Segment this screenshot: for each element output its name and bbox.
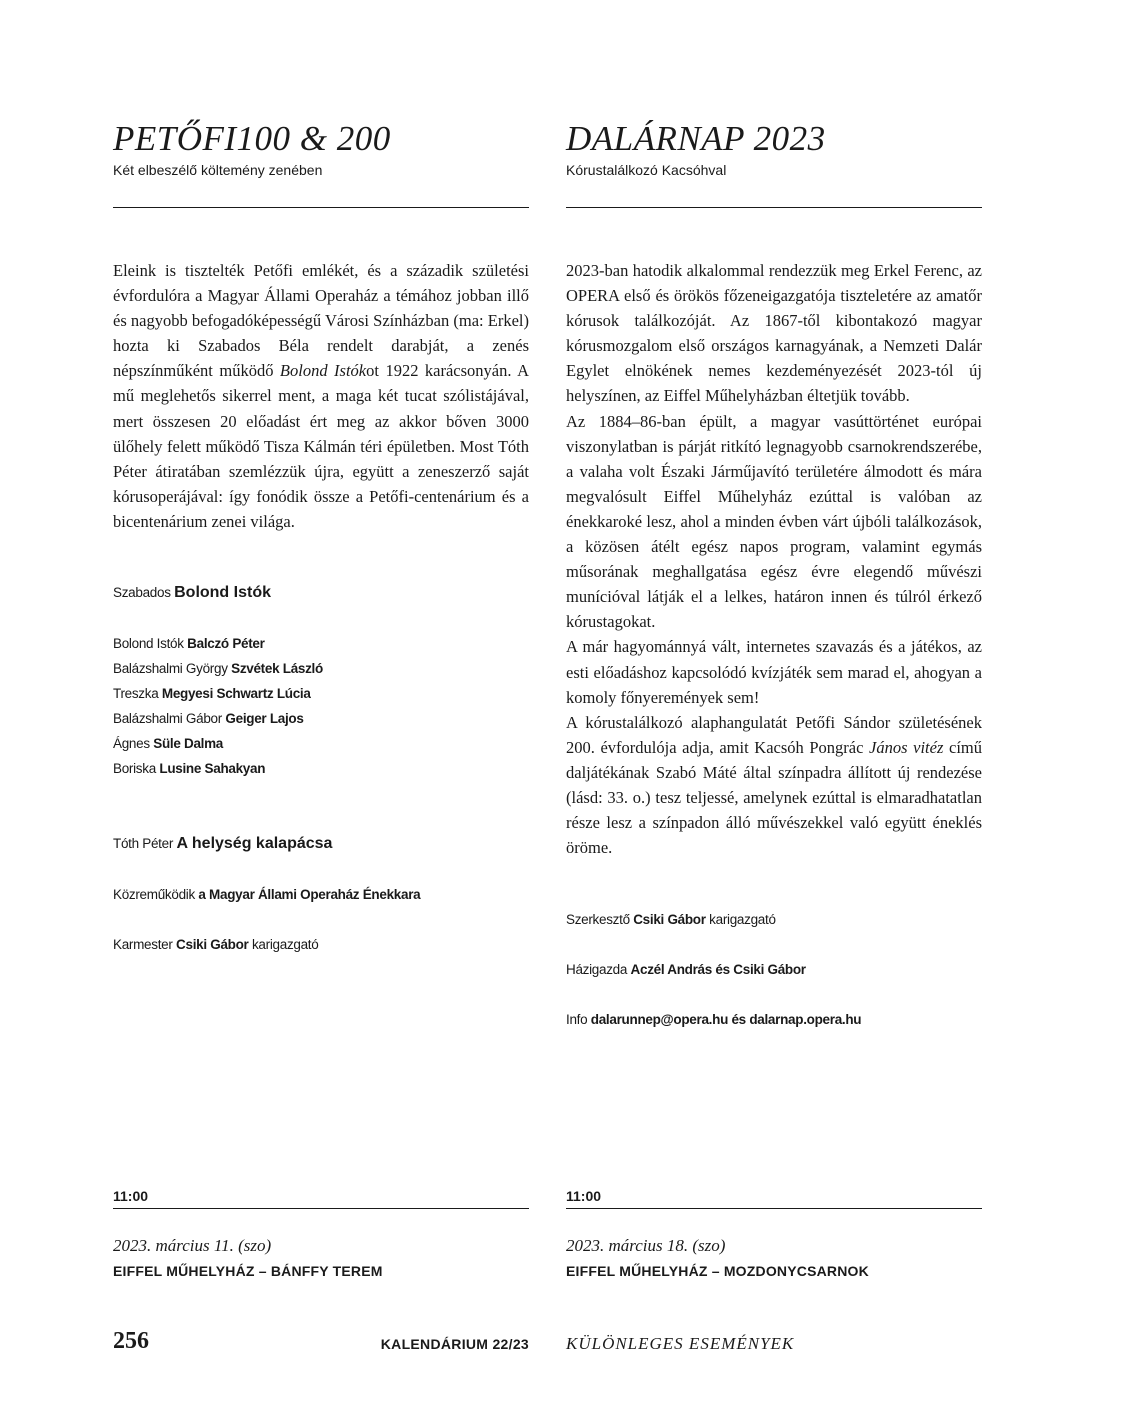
credit-suffix: karigazgató <box>251 937 319 952</box>
cast-name: Lusine Sahakyan <box>159 761 266 776</box>
conductor-credit <box>113 935 318 955</box>
cast-role: Bolond Istók <box>113 636 184 651</box>
right-event-date: 2023. március 18. (szo) <box>566 1236 726 1255</box>
credit-name: Csiki Gábor <box>633 912 706 927</box>
credit-role: Karmester <box>113 937 173 952</box>
right-top-divider <box>566 207 982 208</box>
work-credit-2 <box>113 834 332 854</box>
left-event-venue: EIFFEL MŰHELYHÁZ – BÁNFFY TEREM <box>113 1263 383 1279</box>
right-body-paragraph-2: Az 1884–86-ban épült, a magyar vasúttörténet európai viszonylatban is párját ritkító legnagyobb csarnokrendszerébe, a valaha volt Északi Járműjavító területére álmodott és mára megvalósult Eiffel Műhelyház ezúttal is valóban az énekkaroké lesz, ahol a minden évben várt újbóli találkozások, a közösen átélt egész napos program, valamint egymás műsorának meghallgatása egész évre elegendő művészi munícióval látják el a lelkes, határon innen és túlról érkező kórustagokat. <box>566 411 982 632</box>
left-event-date: 2023. március 11. (szo) <box>113 1236 272 1255</box>
left-body-text <box>113 258 529 534</box>
right-body-paragraph-3: A már hagyománnyá vált, internetes szavazás és a játékos, az esti előadáshoz kapcsolódó kvízjáték sem marad el, ahogyan a komoly főnyeremények sem! <box>566 637 982 707</box>
left-body-part2: ot 1922 karácsonyán. A mű meglehetős sikerrel ment, a maga két tucat szólistájával, mert összesen 20 előadást ért meg az akkor bőven 3000 ülőhely felett működő Tisza Kálmán téri épületben. Most Tóth Péter átiratában szemlézzük újra, együtt a zeneszerző saját kórusoperájával: így fonódik össze a Petőfi-centenárium és a bicentenárium zenei világa. <box>113 361 529 531</box>
cast-role: Balázshalmi Gábor <box>113 711 222 726</box>
cast-item <box>113 659 323 679</box>
cast-item <box>113 734 223 754</box>
cast-item <box>113 634 265 654</box>
credit-role: Házigazda <box>566 962 628 977</box>
credit-name: Bolond Istók <box>174 584 271 601</box>
right-body-paragraph-4 <box>566 710 982 861</box>
right-body-text <box>566 258 982 860</box>
right-body-part: című daljátékának Szabó Máté által színpadra állított új rendezése (lásd: 33. o.) tesz teljessé, amelynek ezúttal is elmaradhatatlan része lesz a színpadon álló művészekkel való együtt éneklés öröme. <box>566 737 982 858</box>
cast-role: Balázshalmi György <box>113 661 228 676</box>
left-event-time: 11:00 <box>113 1188 149 1204</box>
credit-role: Szabados <box>113 585 171 600</box>
cast-role: Boriska <box>113 761 156 776</box>
cast-name: Megyesi Schwartz Lúcia <box>161 686 311 701</box>
credit-role: Tóth Péter <box>113 836 174 851</box>
credit-role: Info <box>566 1012 588 1027</box>
left-title: PETŐFI100 & 200 <box>113 119 391 158</box>
cast-item <box>113 684 311 704</box>
right-event-venue: EIFFEL MŰHELYHÁZ – MOZDONYCSARNOK <box>566 1263 869 1279</box>
right-bottom-divider <box>566 1208 982 1209</box>
credit-name: A helység kalapácsa <box>176 835 333 852</box>
right-body-part: A kórustalálkozó alaphangulatát Petőfi Sándor születésének 200. évfordulója adja, amit Kacsóh Pongrác <box>566 712 982 757</box>
cast-name: Geiger Lajos <box>225 711 304 726</box>
credit-name: Aczél András és Csiki Gábor <box>630 962 806 977</box>
cast-item <box>113 759 265 779</box>
right-subtitle: Kórustalálkozó Kacsóhval <box>566 162 727 178</box>
cast-role: Treszka <box>113 686 159 701</box>
cast-name: Balczó Péter <box>187 636 265 651</box>
left-body-part1: Eleink is tisztelték Petőfi emlékét, és a századik születési évfordulóra a Magyar Állami Operaház a témához jobban illő és nagyobb befogadóképességű Városi Színházban (ma: Erkel) hozta ki Szabados Béla rendelt darabját, a zenés népszínműként működő <box>113 261 529 381</box>
credit-role: Közreműködik <box>113 887 195 902</box>
cast-item <box>113 709 304 729</box>
info-contact: dalarunnep@opera.hu és dalarnap.opera.hu <box>590 1012 862 1027</box>
credit-role: Szerkesztő <box>566 912 630 927</box>
left-top-divider <box>113 207 529 208</box>
right-event-time: 11:00 <box>566 1188 602 1204</box>
credit-name: a Magyar Állami Operaház Énekkara <box>198 887 421 902</box>
right-body-emphasis: János vitéz <box>869 737 944 757</box>
chorus-credit <box>113 885 420 905</box>
right-title: DALÁRNAP 2023 <box>566 119 826 158</box>
section-name: KÜLÖNLEGES ESEMÉNYEK <box>566 1334 795 1353</box>
work-credit-1 <box>113 583 271 603</box>
info-credit <box>566 1010 861 1030</box>
credit-name: Csiki Gábor <box>176 937 249 952</box>
publication-name: KALENDÁRIUM 22/23 <box>380 1336 529 1352</box>
host-credit <box>566 960 806 980</box>
cast-role: Ágnes <box>113 736 150 751</box>
page-number: 256 <box>113 1328 149 1354</box>
right-body-paragraph-1: 2023-ban hatodik alkalommal rendezzük meg Erkel Ferenc, az OPERA első és örökös főzeneigazgatója tiszteletére az amatőr kórusok találkozóját. Az 1867-től kibontakozó magyar kórusmozgalom első országos karnagyának, a Nemzeti Dalár Egylet elnökének nemes kezdeményezését 2023-tól új helyszínen, az Eiffel Műhelyházban éltetjük tovább. <box>566 261 982 406</box>
cast-name: Szvétek László <box>231 661 323 676</box>
credit-suffix: karigazgató <box>709 912 776 927</box>
left-subtitle: Két elbeszélő költemény zenében <box>113 162 323 178</box>
left-body-emphasis: Bolond Istók <box>279 361 367 381</box>
left-bottom-divider <box>113 1208 529 1209</box>
cast-name: Süle Dalma <box>153 736 224 751</box>
editor-credit <box>566 910 776 930</box>
